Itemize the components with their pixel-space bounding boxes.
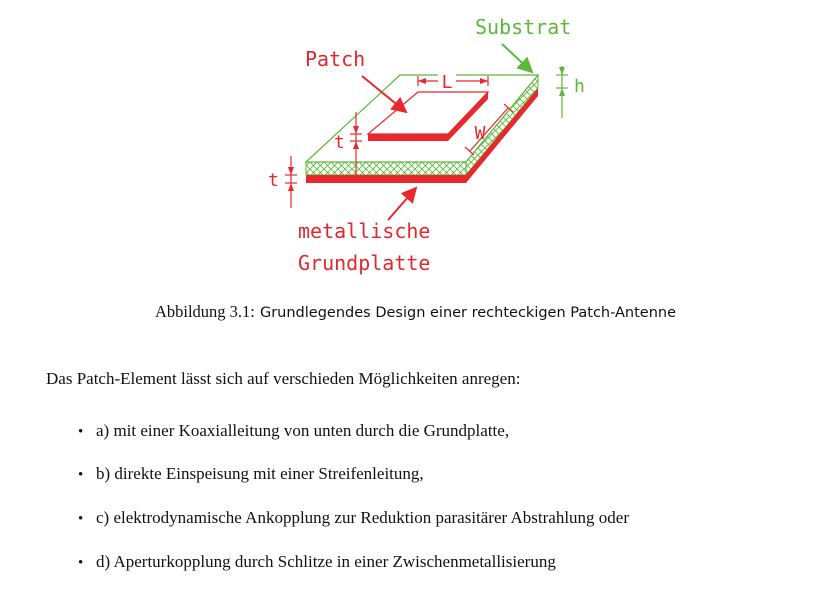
substrate-front xyxy=(306,162,466,175)
label-h: h xyxy=(574,76,585,97)
list-item: • d) Aperturkopplung durch Schlitze in einer Zwischenmetallisierung xyxy=(78,552,556,571)
caption-text: Grundlegendes Design einer rechteckigen Patch-Antenne xyxy=(259,305,677,321)
patch-arrow xyxy=(362,76,406,112)
intro-paragraph: Das Patch-Element lässt sich auf verschieden Möglichkeiten anregen: xyxy=(46,369,521,388)
list-item-text: b) direkte Einspeisung mit einer Streifenleitung, xyxy=(96,464,424,483)
label-patch: Patch xyxy=(305,47,366,71)
list-item-text: c) elektrodynamische Ankopplung zur Reduktion parasitärer Abstrahlung oder xyxy=(96,508,629,527)
list-item-text: d) Aperturkopplung durch Schlitze in einer Zwischenmetallisierung xyxy=(96,552,556,571)
label-w: W xyxy=(474,123,486,144)
label-ground-line2: Grundplatte xyxy=(298,251,431,275)
label-t-ground: t xyxy=(268,170,279,191)
caption-prefix: Abbildung 3.1: xyxy=(154,302,255,321)
list-item: • b) direkte Einspeisung mit einer Streifenleitung, xyxy=(78,464,424,483)
ground-plane-front xyxy=(306,175,466,183)
list-item-text: a) mit einer Koaxialleitung von unten durch die Grundplatte, xyxy=(96,421,510,440)
patch-front xyxy=(368,134,448,141)
label-ground-line1: metallische xyxy=(298,219,431,243)
substrat-arrow xyxy=(502,44,532,72)
label-t-patch: t xyxy=(334,132,345,153)
list-item: • c) elektrodynamische Ankopplung zur Reduktion parasitärer Abstrahlung oder xyxy=(78,508,629,527)
patch-antenna-figure xyxy=(240,8,600,283)
label-l: L xyxy=(441,72,453,93)
figure-caption xyxy=(0,302,831,322)
list-item: • a) mit einer Koaxialleitung von unten durch die Grundplatte, xyxy=(78,421,510,440)
ground-arrow xyxy=(388,188,416,220)
label-substrat: Substrat xyxy=(475,15,572,39)
